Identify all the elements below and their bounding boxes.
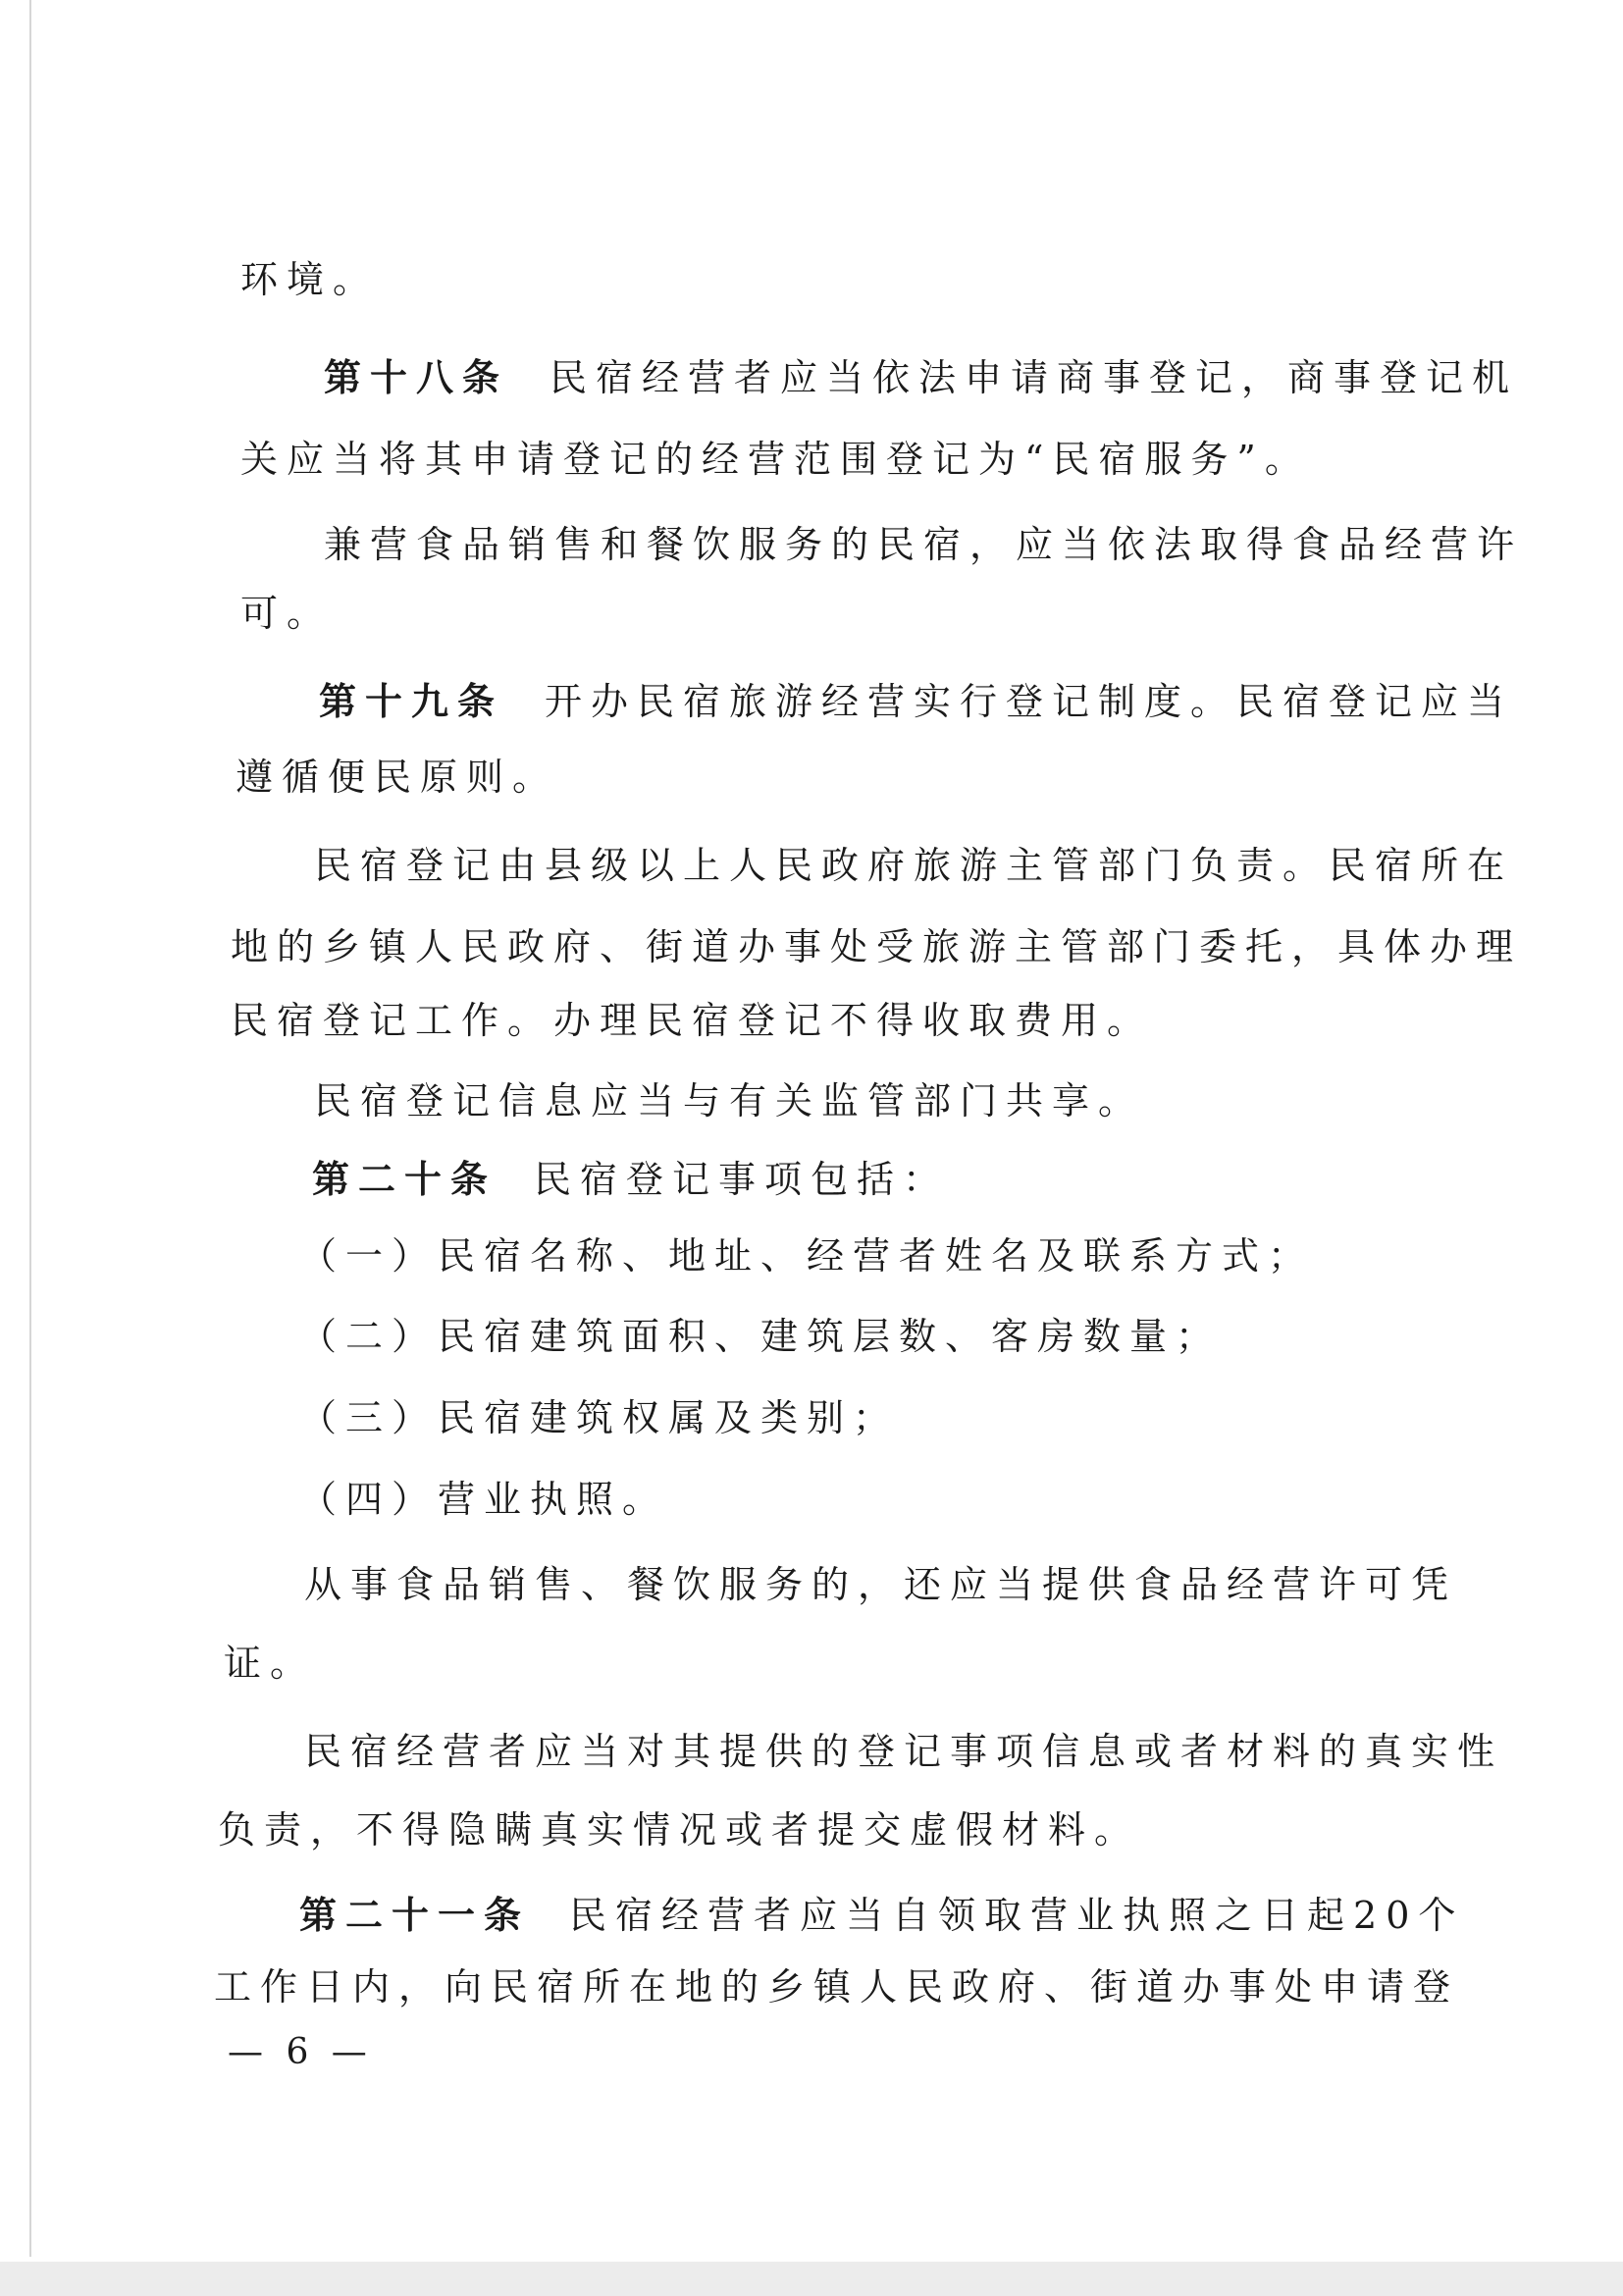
- line-text: 环境。: [240, 258, 380, 301]
- line-text: （四）营业执照。: [299, 1478, 669, 1521]
- line-text: （一）民宿名称、地址、经营者姓名及联系方式；: [299, 1234, 1315, 1278]
- page-number: — 6 —: [228, 2032, 373, 2072]
- line-text: 遵循便民原则。: [236, 756, 559, 799]
- line-text: 民宿经营者应当对其提供的登记事项信息或者材料的真实性: [304, 1730, 1504, 1773]
- line-text: （三）民宿建筑权属及类别；: [299, 1396, 900, 1439]
- article-label: 第二十条: [312, 1157, 497, 1201]
- text-line: [0, 250, 1623, 309]
- line-text: 负责，不得隐瞒真实情况或者提交虚假材料。: [218, 1808, 1141, 1852]
- line-text: 兼营食品销售和餐饮服务的民宿，应当依法取得食品经营许: [324, 523, 1524, 566]
- text-line: [0, 1957, 1623, 2016]
- line-text: 开办民宿旅游经营实行登记制度。民宿登记应当: [545, 680, 1514, 723]
- line-text: （二）民宿建筑面积、建筑层数、客房数量；: [299, 1315, 1223, 1358]
- line-text: 证。: [224, 1642, 317, 1685]
- article-heading-line: [0, 1150, 1623, 1209]
- article-label: 第二十一条: [299, 1893, 531, 1937]
- line-text: 民宿登记工作。办理民宿登记不得收取费用。: [231, 999, 1154, 1042]
- list-item-line: [0, 1388, 1623, 1447]
- article-label: 第十八条: [324, 355, 509, 399]
- list-item-line: [0, 1307, 1623, 1366]
- line-text: 从事食品销售、餐饮服务的，还应当提供食品经营许可凭: [304, 1563, 1458, 1606]
- list-item-line: [0, 1470, 1623, 1529]
- line-text: 民宿经营者应当自领取营业执照之日起20个: [569, 1894, 1465, 1937]
- article-heading-line: [0, 672, 1623, 731]
- text-line: [0, 430, 1623, 489]
- line-text: 工作日内，向民宿所在地的乡镇人民政府、街道办事处申请登: [214, 1965, 1460, 2009]
- text-line: [0, 991, 1623, 1050]
- text-line: [0, 1634, 1623, 1693]
- line-text: 民宿经营者应当依法申请商事登记，商事登记机: [550, 356, 1519, 399]
- article-heading-line: [0, 348, 1623, 407]
- line-text: 地的乡镇人民政府、街道办事处受旅游主管部门委托，具体办理: [231, 925, 1523, 968]
- text-line: [0, 1555, 1623, 1614]
- line-text: 民宿登记事项包括：: [534, 1158, 950, 1201]
- text-line: [0, 1722, 1623, 1781]
- text-line: [0, 748, 1623, 807]
- text-line: [0, 1800, 1623, 1859]
- scan-bottom-edge: [0, 2262, 1623, 2296]
- text-line: [0, 917, 1623, 976]
- text-line: [0, 1071, 1623, 1130]
- list-item-line: [0, 1226, 1623, 1285]
- text-line: [0, 584, 1623, 643]
- article-heading-line: [0, 1886, 1623, 1945]
- text-line: [0, 515, 1623, 574]
- line-text: 可。: [240, 592, 334, 635]
- line-text: 关应当将其申请登记的经营范围登记为“民宿服务”。: [240, 438, 1311, 481]
- text-line: [0, 836, 1623, 895]
- article-label: 第十九条: [319, 679, 504, 723]
- line-text: 民宿登记由县级以上人民政府旅游主管部门负责。民宿所在: [314, 844, 1514, 887]
- line-text: 民宿登记信息应当与有关监管部门共享。: [314, 1079, 1145, 1122]
